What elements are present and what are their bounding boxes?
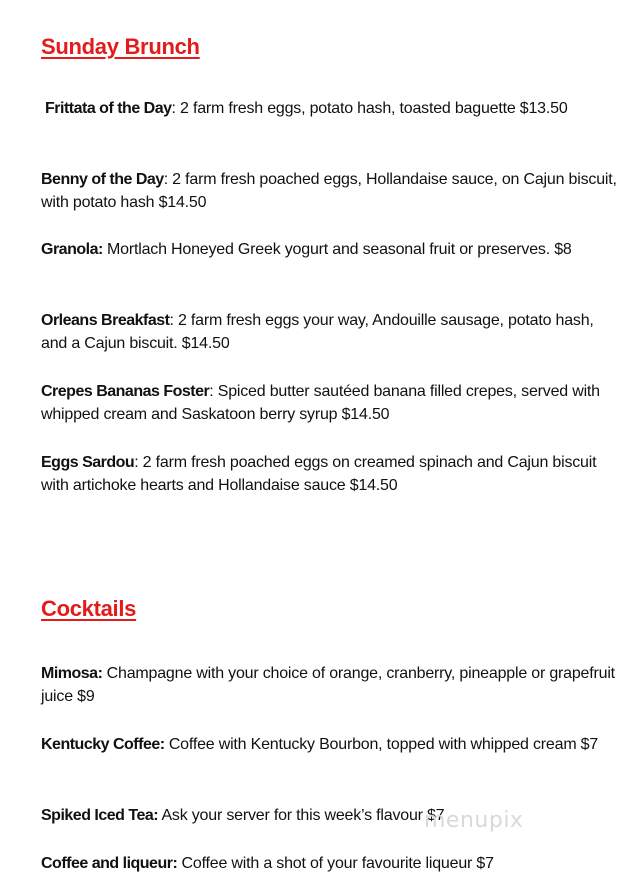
menupix-watermark: menupix [424, 808, 524, 833]
menu-item-crepes-bananas-foster [41, 380, 621, 426]
item-name: Orleans Breakfast [41, 312, 170, 329]
item-separator: : [134, 454, 139, 471]
item-separator: : [209, 383, 214, 400]
item-description: 2 farm fresh eggs your way, Andouille sausage, potato hash, and a Cajun biscuit. $14.50 [41, 312, 594, 352]
menu-item-eggs-sardou [41, 451, 621, 497]
item-name: Frittata of the Day [45, 100, 172, 117]
item-name: Benny of the Day [41, 171, 164, 188]
item-description: 2 farm fresh eggs, potato hash, toasted baguette $13.50 [175, 100, 568, 117]
item-description: Mortlach Honeyed Greek yogurt and seasonal fruit or preserves. $8 [102, 241, 572, 258]
item-name: Mimosa: [41, 665, 103, 682]
item-name: Coffee and liqueur: [41, 855, 178, 872]
menu-item-mimosa [41, 662, 621, 708]
item-description: Coffee with a shot of your favourite liqueur $7 [177, 855, 494, 872]
item-name: Spiked Iced Tea: [41, 807, 159, 824]
item-description: Coffee with Kentucky Bourbon, topped with whipped cream $7 [164, 736, 599, 753]
sunday-brunch-heading: Sunday Brunch [41, 34, 200, 59]
menu-item-kentucky-coffee [41, 733, 621, 756]
item-description: Ask your server for this week’s flavour $7 [158, 807, 445, 824]
item-name: Granola: [41, 241, 103, 258]
menu-item-frittata [45, 97, 625, 120]
menu-item-granola [41, 238, 621, 261]
menu-item-benny [41, 168, 621, 214]
item-description: 2 farm fresh poached eggs on creamed spinach and Cajun biscuit with artichoke hearts and Hollandaise sauce $14.50 [41, 454, 597, 494]
item-description: Champagne with your choice of orange, cranberry, pineapple or grapefruit juice $9 [41, 665, 615, 705]
item-description: Spiced butter sautéed banana filled crepes, served with whipped cream and Saskatoon berry syrup $14.50 [41, 383, 600, 423]
item-name: Crepes Bananas Foster [41, 383, 210, 400]
item-separator: : [171, 100, 176, 117]
item-name: Kentucky Coffee: [41, 736, 165, 753]
cocktails-heading: Cocktails [41, 596, 137, 621]
item-description: 2 farm fresh poached eggs, Hollandaise sauce, on Cajun biscuit, with potato hash $14.50 [41, 171, 617, 211]
item-separator: : [169, 312, 174, 329]
menu-item-spiked-iced-tea [41, 804, 621, 827]
menu-item-coffee-and-liqueur [41, 852, 621, 875]
item-name: Eggs Sardou [41, 454, 135, 471]
menu-item-orleans-breakfast [41, 309, 621, 355]
item-separator: : [163, 171, 168, 188]
